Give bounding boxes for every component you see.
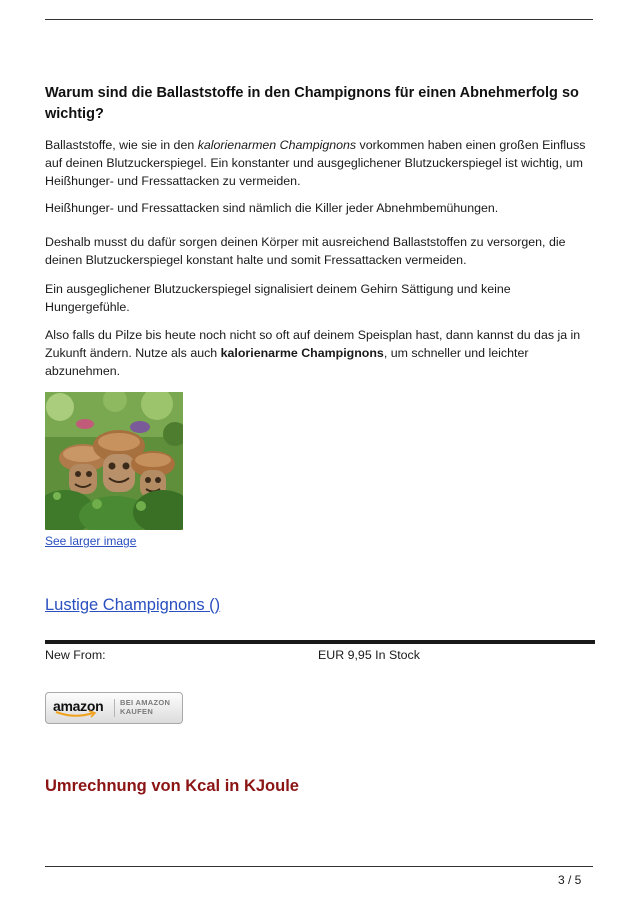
page-number: 3 / 5 (558, 873, 582, 887)
paragraph-satiety: Ein ausgeglichener Blutzuckerspiegel signalisiert deinem Gehirn Sättigung und keine Hungergefühle. (45, 282, 511, 314)
p1-text-end: vorkommen haben einen großen Einfluss auf deinen Blutzuckerspiegel. Ein konstanter und ausgeglichener Blutzuckerspiegel ist wichtig, um Heißhunger- und Fressattacken zu vermeiden. (45, 138, 586, 188)
section-heading-kcal: Umrechnung von Kcal in KJoule (45, 777, 299, 795)
paragraph-fiber-intro (45, 136, 593, 190)
price-stock-text: EUR 9,95 In Stock (318, 648, 420, 662)
see-larger-image-link[interactable]: See larger image (45, 534, 137, 548)
article-heading: Warum sind die Ballaststoffe in den Champignons für einen Abnehmerfolg so wichtig? (45, 85, 579, 122)
p1-italic-phrase: kalorienarmen Champignons (197, 138, 357, 152)
paragraph-recommendation (45, 326, 593, 380)
mushroom-figures-image (45, 392, 183, 530)
p5-text-start: Also falls du Pilze bis heute noch nicht so oft auf deinem Speisplan hast, dann kannst du das ja in Zukunft ändern. Nutze als auch (45, 328, 581, 360)
header-rule (45, 19, 593, 20)
p1-text-start: Ballaststoffe, wie sie in den (45, 138, 198, 152)
paragraph-cravings: Heißhunger- und Fressattacken sind nämlich die Killer jeder Abnehmbemühungen. (45, 201, 499, 215)
p5-bold-phrase: kalorienarme Champignons (220, 346, 384, 360)
footer-rule (45, 866, 593, 867)
amazon-button-line2: KAUFEN (120, 707, 154, 716)
amazon-button-label (120, 698, 170, 716)
amazon-logo-icon (51, 698, 113, 718)
product-image[interactable] (45, 392, 183, 530)
p5-text-end: , um schneller und leichter abzunehmen. (45, 346, 529, 378)
product-divider (45, 640, 595, 644)
buy-on-amazon-button[interactable] (45, 692, 183, 724)
new-from-label: New From: (45, 648, 106, 662)
product-title-link[interactable]: Lustige Champignons () (45, 596, 221, 614)
amazon-smile-icon (55, 710, 99, 718)
amazon-logo-word: amazon (53, 698, 104, 714)
amazon-button-separator (114, 699, 115, 717)
paragraph-fiber-supply: Deshalb musst du dafür sorgen deinen Körper mit ausreichend Ballaststoffen zu versorgen, die deinen Blutzuckerspiegel konstant halte und somit Fressattacken vermeiden. (45, 235, 566, 267)
amazon-button-line1: BEI AMAZON (120, 698, 171, 707)
